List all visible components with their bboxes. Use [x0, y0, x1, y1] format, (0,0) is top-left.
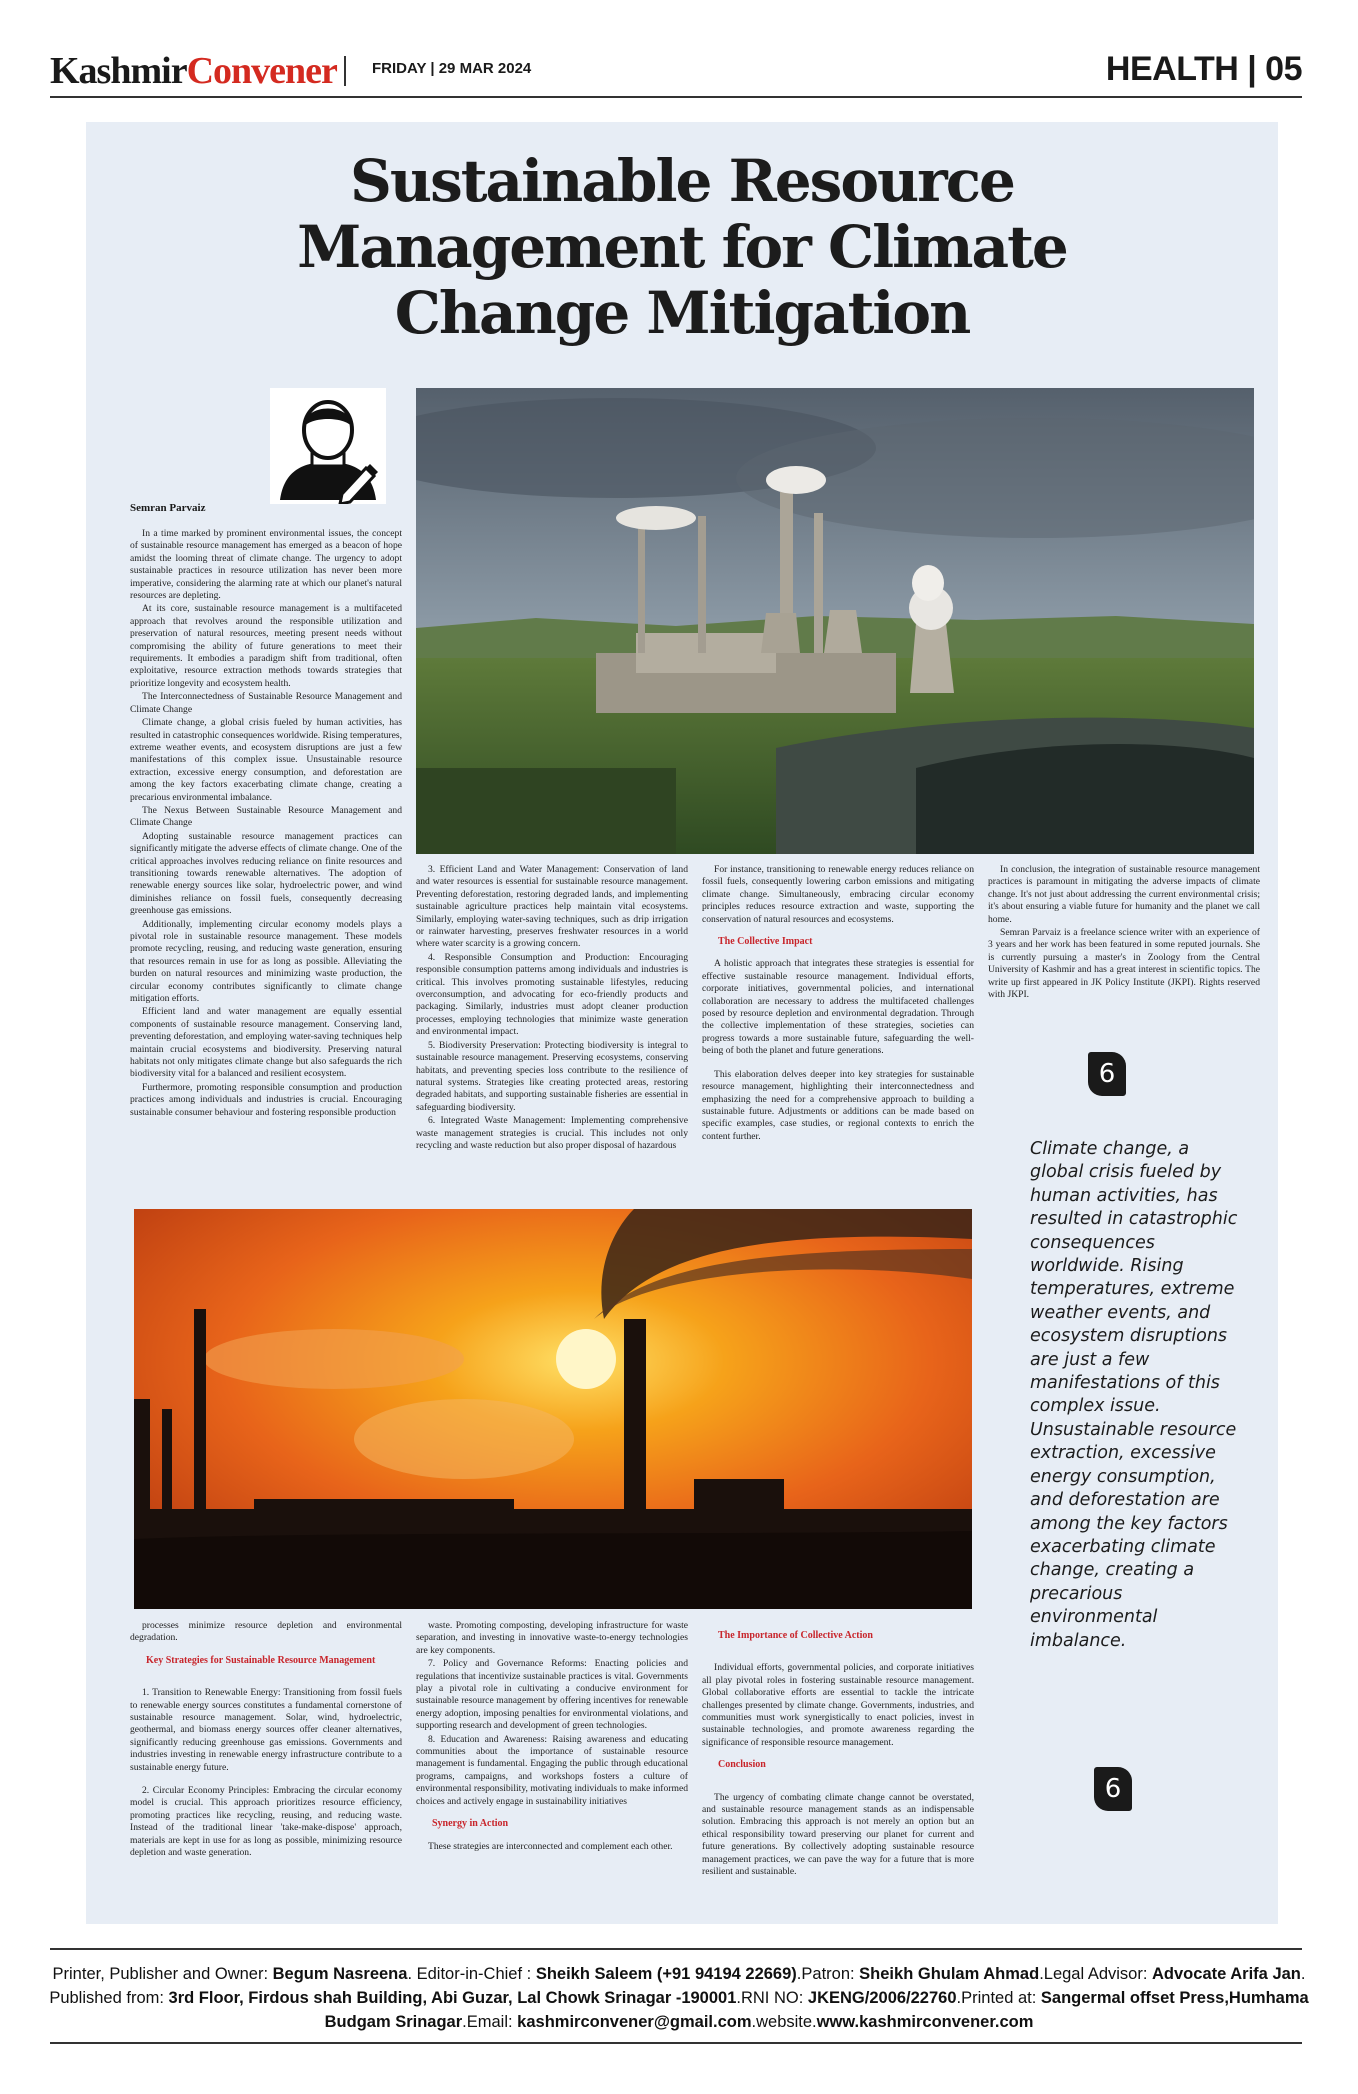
website-link[interactable]: www.kashmirconvener.com — [816, 2013, 1034, 2031]
author-byline: Semran Parvaiz — [130, 502, 206, 514]
bottom-column-2: waste. Promoting composting, developing infrastructure for waste separation, and investing in innovative waste-to-energy technologies are key components. 7. Policy and Governance Reforms: Enacting policies and regulations that incentivize sustainable practices is vital. Governments play a pivotal role in cultivating a conducive environment for sustainable resource management by offering incentives for renewable energy adoption, imposing penalties for environmental violations, and supporting research and development of green technologies. 8. Education and Awareness: Raising awareness and educating communities about the importance of sustainable resource management is fundamental. Engaging the public through educational programs, campaigns, and workshops fosters a culture of environmental responsibility, motivating individuals to make informed choices and actively engage in sustainability initiatives Synergy in Action These strategies are interconnected and complement each other. — [416, 1620, 688, 1852]
subheading-collective-impact: The Collective Impact — [718, 936, 813, 948]
bottom-column-3: The Importance of Collective Action Individual efforts, governmental policies, and corporate initiatives all play pivotal roles in fostering sustainable resource management. Global collaborative efforts are essential to tackle the intricate challenges presented by climate change. Governments, industries, and communities must work synergistically to enact policies, invest in sustainable technologies, and promote awareness regarding the significance of responsible resource management. Conclusion The urgency of combating climate change cannot be overstated, and sustainable resource management stands as an indispensable solution. Embracing this approach is not merely an option but an ethical responsibility toward preserving our planet for current and future generations. By collectively adopting sustainable resource management practices, we can pave the way for a future that is more resilient and sustainable. — [702, 1630, 974, 1878]
subheading-key-strategies: Key Strategies for Sustainable Resource Management — [146, 1654, 376, 1666]
issue-date: FRIDAY | 29 MAR 2024 — [372, 60, 532, 77]
column-1: In a time marked by prominent environmental issues, the concept of sustainable resource management has emerged as a beacon of hope amidst the looming threat of climate change. The urgency to adopt sustainable practices in resource utilization has never been more imperative, considering the alarming rate at which our planet's natural resources are depleting. At its core, sustainable resource management is a multifaceted approach that revolves around the responsible utilization and preservation of natural resources, meeting present needs without compromising the ability of future generations to meet their requirements. It embodies a paradigm shift from traditional, often exploitative, resource extraction methods towards strategies that prioritize longevity and ecosystem health. The Interconnectedness of Sustainable Resource Management and Climate Change Climate change, a global crisis fueled by human activities, has resulted in catastrophic consequences worldwide. Rising temperatures, extreme weather events, and ecosystem disruptions are just a few manifestations of this complex issue. Unsustainable resource extraction, excessive energy consumption, and deforestation are among the key factors exacerbating climate change, creating a precarious environmental imbalance. The Nexus Between Sustainable Resource Management and Climate Change Adopting sustainable resource management practices can significantly mitigate the adverse effects of climate change. One of the critical approaches involves reducing reliance on finite resources and transitioning towards renewable alternatives. The adoption of renewable energy sources like solar, hydroelectric power, and wind diminishes reliance on fossil fuels, consequently decreasing greenhouse gas emissions. Additionally, implementing circular economy models plays a pivotal role in sustainable resource management. These models promote recycling, reusing, and reducing waste generation, ensuring that resources remain in use for as long as possible. Alleviating the burden on natural resources and minimizing waste production, the circular economy contributes significantly to climate change mitigation efforts. Efficient land and water management are equally essential components of sustainable resource management. Conserving land, preventing deforestation, and employing water-saving techniques help maintain crucial ecosystems and biodiversity. Preserving natural habitats not only mitigates climate change but also safeguards the rich biodiversity vital for a balanced and resilient ecosystem. Furthermore, promoting responsible consumption and production practices among individuals and industries is crucial. Encouraging sustainable consumer behaviour and fostering responsible production — [130, 528, 402, 1118]
imprint-line-3: Budgam Srinagar.Email: kashmirconvener@gmail.com.website.www.kashmirconvener.com — [324, 2013, 1034, 2031]
imprint-footer — [40, 1962, 1318, 2034]
subheading-collective-action: The Importance of Collective Action — [718, 1630, 873, 1641]
smokestack-sunset-photo — [134, 1209, 972, 1609]
pull-quote: Climate change, a global crisis fueled by human activities, has resulted in catastrophic consequences worldwide. Rising temperatures, extreme weather events, and ecosystem disruptions are just a few manifestations of this complex issue. Unsustainable resource extraction, excessive energy consumption, and deforestation are among the key factors exacerbating climate change, creating a precarious environmental imbalance. — [1030, 1139, 1238, 1651]
bottom-column-1: processes minimize resource depletion and environmental degradation. Key Strategies for Sustainable Resource Management 1. Transition to Renewable Energy: Transitioning from fossil fuels to renewable energy sources constitutes a fundamental cornerstone of sustainable resource management. Solar, wind, hydroelectric, geothermal, and biomass energy sources offer cleaner alternatives, significantly reducing greenhouse gas emissions. Governments and industries investing in renewable energy infrastructure contribute to a sustainable energy future. 2. Circular Economy Principles: Embracing the circular economy model is crucial. This approach prioritizes resource efficiency, promoting practices like recycling, reusing, and reducing waste. Instead of the traditional linear 'take-make-dispose' approach, materials are kept in use for as long as possible, minimizing resource depletion and waste generation. — [130, 1620, 402, 1859]
article-title: Sustainable Resource Management for Climate Change Mitigation — [297, 147, 1067, 347]
column-2: 3. Efficient Land and Water Management: Conservation of land and water resources is essential for sustainable resource management. Preventing deforestation, restoring degraded lands, and implementing sustainable agriculture practices help maintain vital ecosystems. Similarly, employing water-saving techniques, such as drip irrigation or rainwater harvesting, preserves freshwater resources in a world where water scarcity is a growing concern. 4. Responsible Consumption and Production: Encouraging responsible consumption patterns among individuals and industries is critical. This involves promoting sustainable lifestyles, reducing overconsumption, and advocating for eco-friendly products and packaging. Similarly, industries must adopt cleaner production processes, employing technologies that minimize waste generation and environmental impact. 5. Biodiversity Preservation: Protecting biodiversity is integral to sustainable resource management. Preserving ecosystems, conserving habitats, and preventing species loss contribute to the resilience of natural systems. Strategies like creating protected areas, restoring degraded habitats, and supporting sustainable fisheries are essential in safeguarding biodiversity. 6. Integrated Waste Management: Implementing comprehensive waste management strategies is crucial. This includes not only recycling and waste reduction but also proper disposal of hazardous — [416, 864, 688, 1151]
masthead-divider — [344, 56, 346, 86]
quote-mark-icon: 6 — [1094, 1767, 1132, 1811]
email-link[interactable]: kashmirconvener@gmail.com — [517, 2013, 752, 2031]
footer-rule-bottom — [50, 2042, 1302, 2044]
column-3: For instance, transitioning to renewable energy reduces reliance on fossil fuels, consequently lowering carbon emissions and mitigating climate change. Simultaneously, embracing circular economy principles reduces resource extraction and waste, supporting the conservation of natural resources and ecosystems. The Collective Impact A holistic approach that integrates these strategies is essential for effective sustainable resource management. Individual efforts, corporate initiatives, governmental policies, and international collaboration are necessary to address the multifaceted challenges posed by resource depletion and environmental degradation. Through the collective implementation of these strategies, societies can progress towards a more sustainable future, safeguarding the well-being of both the planet and future generations. This elaboration delves deeper into key strategies for sustainable resource management, highlighting their interconnectedness and emphasizing the need for a comprehensive approach to building a sustainable future. Adjustments or additions can be made based on specific examples, case studies, or regional contexts to enrich the content further. — [702, 864, 974, 1142]
power-plant-photo — [416, 388, 1254, 854]
imprint-line-2: Published from: 3rd Floor, Firdous shah Building, Abi Guzar, Lal Chowk Srinagar -190001.RNI NO: JKENG/2006/22760.Printed at: Sangermal offset Press,Humhama — [49, 1989, 1309, 2007]
subheading-conclusion: Conclusion — [718, 1759, 766, 1771]
user-pencil-icon — [270, 388, 386, 504]
masthead — [50, 46, 1302, 96]
quote-mark-icon: 6 — [1088, 1052, 1126, 1096]
footer-rule-top — [50, 1948, 1302, 1950]
brand-logo: KashmirConvener — [50, 50, 337, 92]
masthead-rule — [50, 96, 1302, 98]
imprint-line-1: Printer, Publisher and Owner: Begum Nasreena. Editor-in-Chief : Sheikh Saleem (+91 94194 22669).Patron: Sheikh Ghulam Ahmad.Legal Advisor: Advocate Arifa Jan. — [52, 1965, 1306, 1983]
section-page-label: HEALTH | 05 — [1105, 50, 1302, 88]
author-avatar — [270, 388, 386, 504]
column-4: In conclusion, the integration of sustainable resource management practices is paramount in mitigating the adverse impacts of climate change. It's not just about addressing the current environmental crisis; it's about ensuring a viable future for humanity and the planet we call home. Semran Parvaiz is a freelance science writer with an experience of 3 years and her work has been featured in some reputed journals. She is currently pursuing a master's in Zoology from the Central University of Kashmir and has a great interest in scientific topics. The write up first appeared in JK Policy Institute (JKPI). Rights reserved with JKPI. — [988, 864, 1260, 1001]
subheading-synergy: Synergy in Action — [432, 1818, 509, 1830]
